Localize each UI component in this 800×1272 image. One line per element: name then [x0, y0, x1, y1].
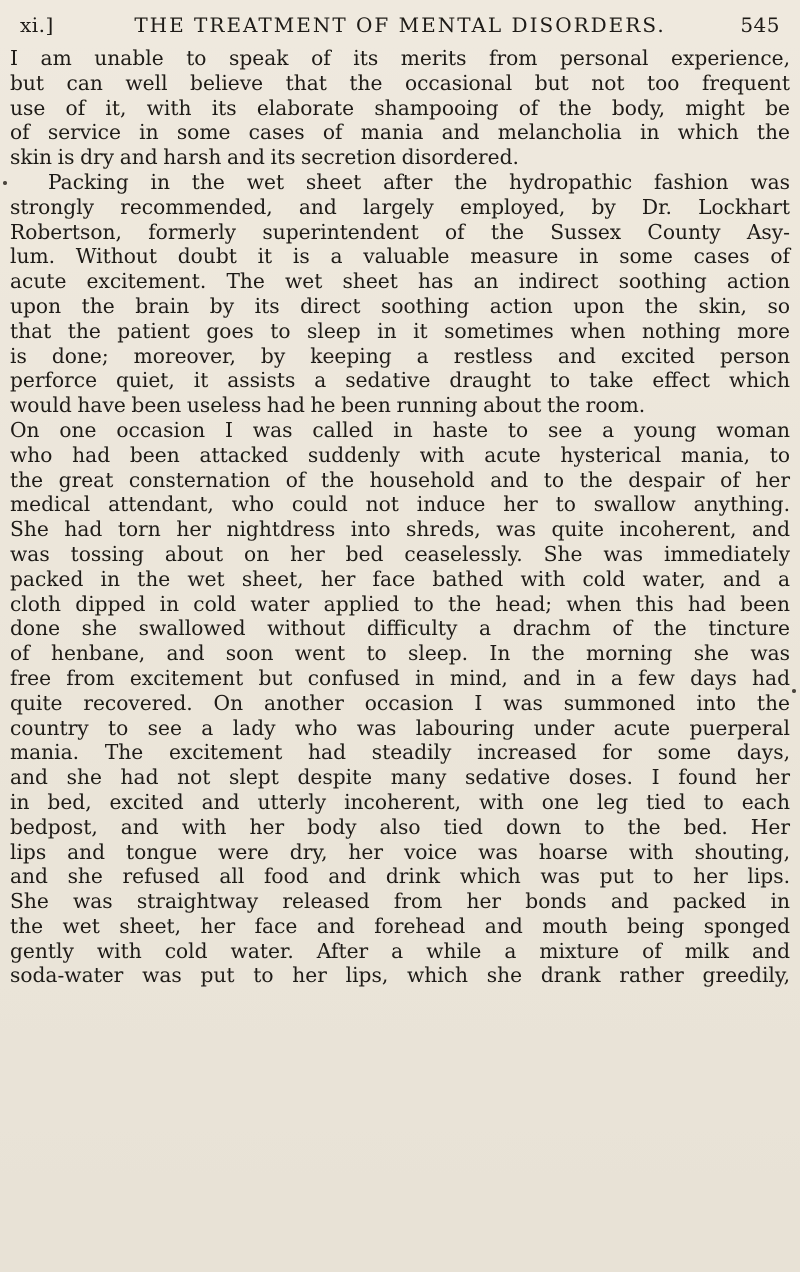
- text-line: She had torn her nightdress into shreds, was quite incoherent, and: [10, 517, 790, 542]
- running-head: [20, 8, 780, 42]
- text-line: soda-water was put to her lips, which she drank rather greedily,: [10, 963, 790, 988]
- text-line: and she refused all food and drink which was put to her lips.: [10, 864, 790, 889]
- text-line: country to see a lady who was labouring under acute puerperal: [10, 715, 790, 740]
- text-line: was tossing about on her bed ceaselessly. She was immediately: [10, 541, 790, 566]
- text-line: that the patient goes to sleep in it sometimes when nothing more: [10, 318, 790, 343]
- text-line: done she swallowed without difficulty a drachm of the tincture: [10, 616, 790, 641]
- running-title: THE TREATMENT OF MENTAL DISORDERS.: [134, 13, 666, 37]
- text-line: She was straightway released from her bonds and packed in: [10, 889, 790, 914]
- text-line: free from excitement but confused in mind, and in a few days had: [10, 665, 790, 690]
- text-line: lips and tongue were dry, her voice was hoarse with shouting,: [10, 839, 790, 864]
- text-line: skin is dry and harsh and its secretion disordered.: [10, 145, 519, 170]
- text-line: of henbane, and soon went to sleep. In the morning she was: [10, 641, 790, 666]
- text-line: medical attendant, who could not induce her to swallow anything.: [10, 492, 790, 517]
- text-line: On one occasion I was called in haste to see a young woman: [10, 417, 790, 442]
- text-line: mania. The excitement had steadily increased for some days,: [10, 740, 790, 765]
- text-line: Robertson, formerly superintendent of the Sussex County Asy-: [10, 219, 790, 244]
- text-line: strongly recommended, and largely employed, by Dr. Lockhart: [10, 194, 790, 219]
- chapter-number: xi.]: [20, 13, 54, 37]
- text-line: acute excitement. The wet sheet has an indirect soothing action: [10, 269, 790, 294]
- margin-mark: [792, 689, 796, 693]
- text-line: I am unable to speak of its merits from personal experience,: [10, 46, 790, 70]
- text-line: quite recovered. On another occasion I was summoned into the: [10, 690, 790, 715]
- text-line: Packing in the wet sheet after the hydropathic fashion was: [48, 169, 790, 194]
- text-line: perforce quiet, it assists a sedative draught to take effect which: [10, 368, 790, 393]
- text-line: is done; moreover, by keeping a restless and excited person: [10, 343, 790, 368]
- body-text: [10, 46, 790, 988]
- text-line: the wet sheet, her face and forehead and mouth being sponged: [10, 913, 790, 938]
- text-line: would have been useless had he been running about the room.: [10, 393, 646, 418]
- text-line: gently with cold water. After a while a mixture of milk and: [10, 938, 790, 963]
- text-line: in bed, excited and utterly incoherent, with one leg tied to each: [10, 789, 790, 814]
- text-line: use of it, with its elaborate shampooing of the body, might be: [10, 95, 790, 120]
- text-line: packed in the wet sheet, her face bathed with cold water, and a: [10, 566, 790, 591]
- text-line: who had been attacked suddenly with acute hysterical mania, to: [10, 442, 790, 467]
- text-line: bedpost, and with her body also tied down to the bed. Her: [10, 814, 790, 839]
- text-line: cloth dipped in cold water applied to the head; when this had been: [10, 591, 790, 616]
- text-line: of service in some cases of mania and melancholia in which the: [10, 120, 790, 145]
- page-number: 545: [740, 13, 780, 37]
- text-line: upon the brain by its direct soothing action upon the skin, so: [10, 293, 790, 318]
- text-line: but can well believe that the occasional but not too frequent: [10, 70, 790, 95]
- text-line: and she had not slept despite many sedative doses. I found her: [10, 765, 790, 790]
- text-line: lum. Without doubt it is a valuable measure in some cases of: [10, 244, 790, 269]
- margin-mark: [3, 181, 7, 185]
- text-line: the great consternation of the household and to the despair of her: [10, 467, 790, 492]
